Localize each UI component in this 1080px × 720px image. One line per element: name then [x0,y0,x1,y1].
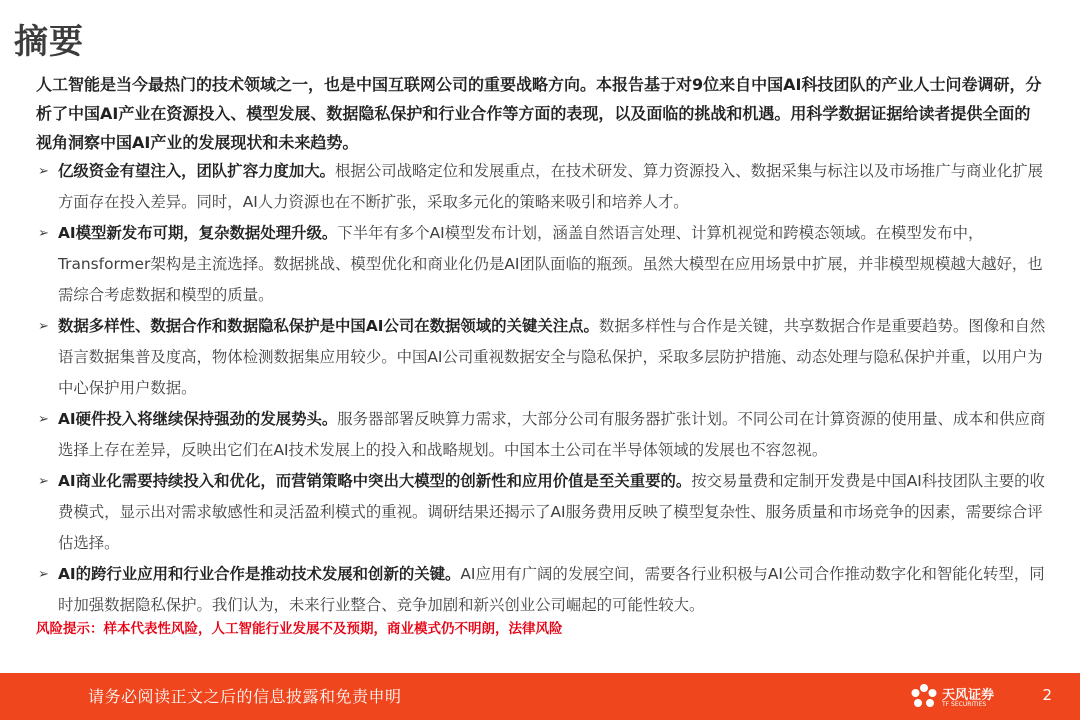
bullet-lead: 亿级资金有望注入，团队扩容力度加大。 [58,162,336,180]
bullet-lead: 数据多样性、数据合作和数据隐私保护是中国AI公司在数据领域的关键关注点。 [58,317,599,335]
arrow-right-icon: ➢ [38,412,49,427]
bullet-item [36,559,1048,621]
bullet-item [36,218,1048,311]
arrow-right-icon: ➢ [38,164,49,179]
bullet-body: 下半年有多个AI模型发布计划，涵盖自然语言处理、计算机视觉和跨模态领域。在模型发布中，Transformer架构是主流选择。数据挑战、模型优化和商业化仍是AI团队面临的瓶颈。虽然大模型在应用场景中扩展，并非模型规模越大越好，也需综合考虑数据和模型的质量。 [58,224,1043,304]
bullet-lead: AI的跨行业应用和行业合作是推动技术发展和创新的关键。 [58,565,461,583]
page-number: 2 [1042,686,1052,704]
bullet-lead: AI硬件投入将继续保持强劲的发展势头。 [58,410,338,428]
bullet-body: 按交易量费和定制开发费是中国AI科技团队主要的收费模式，显示出对需求敏感性和灵活盈利模式的重视。调研结果还揭示了AI服务费用反映了模型复杂性、服务质量和市场竞争的因素，需要综合评估选择。 [58,472,1045,552]
logo-subtitle: TF SECURITIES [942,701,987,708]
page-title: 摘要 [14,22,84,62]
arrow-right-icon: ➢ [38,226,49,241]
footer-disclaimer: 请务必阅读正文之后的信息披露和免责申明 [88,687,402,706]
intro-paragraph: 人工智能是当今最热门的技术领域之一，也是中国互联网公司的重要战略方向。本报告基于对9位来自中国AI科技团队的产业人士问卷调研，分析了中国AI产业在资源投入、模型发展、数据隐私保护和行业合作等方面的表现，以及面临的挑战和机遇。用科学数据证据给读者提供全面的视角洞察中国AI产业的发展现状和未来趋势。 [36,75,1042,152]
bullet-list [36,156,1048,621]
footer-bar [0,673,1080,720]
logo-name: 天风证券 [942,688,995,703]
bullet-body: 数据多样性与合作是关键，共享数据合作是重要趋势。图像和自然语言数据集普及度高，物体检测数据集应用较少。中国AI公司重视数据安全与隐私保护，采取多层防护措施、动态处理与隐私保护并重，以用户为中心保护用户数据。 [58,317,1046,397]
risk-warning: 风险提示：样本代表性风险，人工智能行业发展不及预期，商业模式仍不明朗，法律风险 [36,621,563,637]
bullet-item [36,404,1048,466]
bullet-body: AI应用有广阔的发展空间，需要各行业积极与AI公司合作推动数字化和智能化转型，同时加强数据隐私保护。我们认为，未来行业整合、竞争加剧和新兴创业公司崛起的可能性较大。 [58,565,1045,614]
bullet-body: 服务器部署反映算力需求，大部分公司有服务器扩张计划。不同公司在计算资源的使用量、成本和供应商选择上存在差异，反映出它们在AI技术发展上的投入和战略规划。中国本土公司在半导体领域的发展也不容忽视。 [58,410,1046,459]
logo-flower-icon [908,681,940,713]
arrow-right-icon: ➢ [38,319,49,334]
bullet-lead: AI模型新发布可期，复杂数据处理升级。 [58,224,338,242]
tf-securities-logo [908,681,1018,713]
bullet-lead: AI商业化需要持续投入和优化，而营销策略中突出大模型的创新性和应用价值是至关重要的。 [58,472,692,490]
arrow-right-icon: ➢ [38,474,49,489]
bullet-item [36,466,1048,559]
bullet-item [36,311,1048,404]
arrow-right-icon: ➢ [38,567,49,582]
bullet-item [36,156,1048,218]
bullet-body: 根据公司战略定位和发展重点，在技术研发、算力资源投入、数据采集与标注以及市场推广与商业化扩展方面存在投入差异。同时，AI人力资源也在不断扩张，采取多元化的策略来吸引和培养人才。 [58,162,1044,211]
